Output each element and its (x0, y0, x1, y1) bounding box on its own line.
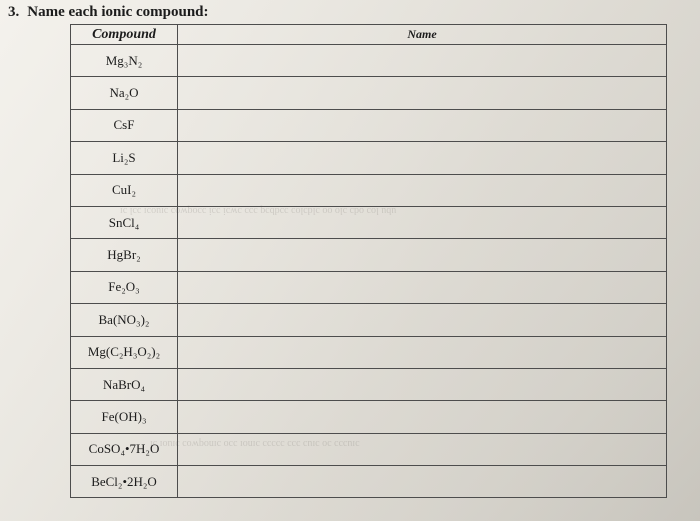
compound-name-cell[interactable] (178, 304, 667, 336)
compound-name-cell[interactable] (178, 239, 667, 271)
table-row (71, 271, 667, 303)
compound-name-cell[interactable] (178, 368, 667, 400)
compound-formula: CuI₂ (71, 174, 178, 206)
question-heading (8, 4, 209, 21)
compound-name-cell[interactable] (178, 174, 667, 206)
compound-name-cell[interactable] (178, 206, 667, 238)
compound-formula: HgBr₂ (71, 239, 178, 271)
compound-formula: NaBrO₄ (71, 368, 178, 400)
table-row (71, 206, 667, 238)
compound-column-header: Compound (71, 25, 178, 45)
table-row (71, 368, 667, 400)
question-text: Name each ionic compound: (27, 4, 209, 20)
table-row (71, 142, 667, 174)
compound-name-cell[interactable] (178, 466, 667, 498)
bleed-through-text-2: ɔɪuɔɔɔ ɔo ɔɪuɔ ɔɔɔ ɔɔɔɔɔ ɔɪnoɪ ɔɔo ɔɪnoqwoɔ ɔɪuoɪ ɔɪ (150, 438, 360, 449)
compound-formula: BeCl₂•2H₂O (71, 466, 178, 498)
compound-formula: Li₂S (71, 142, 178, 174)
compound-formula: Mg(C₂H₃O₂)₂ (71, 336, 178, 368)
table-row (71, 304, 667, 336)
compound-formula: Na₂O (71, 77, 178, 109)
compound-name-cell[interactable] (178, 45, 667, 77)
compound-name-cell[interactable] (178, 109, 667, 141)
table-row (71, 109, 667, 141)
compound-formula: Ba(NO₃)₂ (71, 304, 178, 336)
table-row (71, 45, 667, 77)
table-row (71, 174, 667, 206)
compound-name-cell[interactable] (178, 77, 667, 109)
table-row (71, 401, 667, 433)
compound-formula: Fe₂O₃ (71, 271, 178, 303)
compound-name-cell[interactable] (178, 401, 667, 433)
ionic-compound-table (70, 24, 667, 498)
compound-formula: Fe(OH)₃ (71, 401, 178, 433)
compound-name-cell[interactable] (178, 271, 667, 303)
compound-name-cell[interactable] (178, 336, 667, 368)
question-number: 3. (8, 4, 20, 20)
table-row (71, 466, 667, 498)
table-row (71, 77, 667, 109)
table-row (71, 239, 667, 271)
compound-name-cell[interactable] (178, 433, 667, 465)
compound-formula: CoSO₄•7H₂O (71, 433, 178, 465)
compound-name-cell[interactable] (178, 142, 667, 174)
bleed-through-text: ubu loɔ odɔ ɔlo oo ɔldɔloɔ ɔɔdbɔq ɔɔɔ ɔwɔi ɔɔi ɔɔoqwoɔ ɔɪuoɔɪ ɔɔl ɔɪ (120, 205, 397, 216)
table-row (71, 336, 667, 368)
compound-formula: CsF (71, 109, 178, 141)
compound-formula: SnCl₄ (71, 206, 178, 238)
name-column-header: Name (178, 25, 667, 45)
compound-formula: Mg₃N₂ (71, 45, 178, 77)
table-row (71, 433, 667, 465)
table-header-row (71, 25, 667, 45)
